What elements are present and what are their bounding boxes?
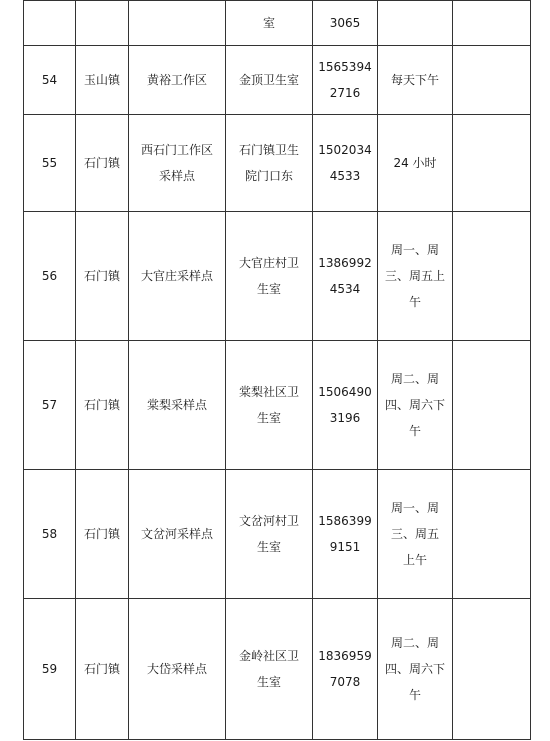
hours-text: 上午 [402,553,427,567]
hours-text: 每天下午 [390,73,439,87]
site-name: 采样点 [158,169,195,183]
cell-town [76,212,129,341]
cell-town [76,470,129,599]
cell-phone [313,1,378,46]
address-text: 生室 [256,411,281,425]
address-text: 棠梨社区卫 [238,385,299,399]
cell-site [129,341,226,470]
address-text: 金顶卫生室 [238,73,299,87]
cell-town [76,599,129,740]
phone-text: 7078 [329,675,361,689]
cell-site [129,470,226,599]
hours-text: 午 [408,295,421,309]
table-row [24,212,531,341]
site-name: 大岱采样点 [146,662,207,676]
cell-hours [378,1,453,46]
cell-phone [313,341,378,470]
cell-hours [378,115,453,212]
hours-text: 周二、周 [390,372,439,386]
cell-remark [453,212,531,341]
phone-text: 2716 [329,86,361,100]
table-row [24,341,531,470]
town-name: 石门镇 [83,398,120,412]
cell-no [24,470,76,599]
row-number: 57 [41,398,58,412]
cell-no [24,115,76,212]
site-name: 黄裕工作区 [146,73,207,87]
cell-site [129,1,226,46]
cell-site [129,599,226,740]
site-name: 棠梨采样点 [146,398,207,412]
phone-text: 1565394 [318,60,372,74]
address-text: 大官庄村卫 [238,256,299,270]
cell-remark [453,599,531,740]
hours-text: 四、周六下 [384,398,445,412]
phone-text: 3065 [329,16,361,30]
cell-remark [453,46,531,115]
phone-text: 1836959 [318,649,372,663]
cell-town [76,341,129,470]
cell-site [129,212,226,341]
cell-hours [378,599,453,740]
table-row-partial [24,1,531,46]
cell-remark [453,470,531,599]
cell-site [129,46,226,115]
phone-text: 9151 [329,540,361,554]
address-text: 院门口东 [244,169,293,183]
cell-phone [313,46,378,115]
site-name: 大官庄采样点 [140,269,213,283]
address-text: 室 [262,16,275,30]
table-row [24,46,531,115]
cell-town [76,1,129,46]
table-row [24,599,531,740]
cell-phone [313,599,378,740]
cell-hours [378,341,453,470]
cell-remark [453,115,531,212]
hours-text: 四、周六下 [384,662,445,676]
sampling-sites-table [23,0,531,740]
cell-hours [378,212,453,341]
hours-text: 周一、周 [390,243,439,257]
address-text: 生室 [256,675,281,689]
hours-text: 24 小时 [393,156,437,170]
cell-phone [313,115,378,212]
cell-address [226,599,313,740]
phone-text: 1502034 [318,143,372,157]
town-name: 石门镇 [83,156,120,170]
address-text: 石门镇卫生 [238,143,299,157]
address-text: 生室 [256,282,281,296]
hours-text: 三、周五 [390,527,439,541]
phone-text: 1506490 [318,385,372,399]
table-row [24,115,531,212]
cell-address [226,341,313,470]
address-text: 文岔河村卫 [238,514,299,528]
table-row [24,470,531,599]
row-number: 58 [41,527,58,541]
site-name: 文岔河采样点 [140,527,213,541]
cell-remark [453,1,531,46]
town-name: 石门镇 [83,527,120,541]
cell-hours [378,470,453,599]
hours-text: 周二、周 [390,636,439,650]
cell-no [24,341,76,470]
row-number: 59 [41,662,58,676]
site-name: 西石门工作区 [140,143,213,157]
town-name: 石门镇 [83,269,120,283]
town-name: 石门镇 [83,662,120,676]
hours-text: 三、周五上 [384,269,445,283]
row-number: 54 [41,73,58,87]
cell-hours [378,46,453,115]
cell-no [24,1,76,46]
cell-phone [313,470,378,599]
phone-text: 4534 [329,282,361,296]
row-number: 55 [41,156,58,170]
cell-remark [453,341,531,470]
cell-address [226,46,313,115]
address-text: 生室 [256,540,281,554]
cell-address [226,1,313,46]
cell-no [24,212,76,341]
cell-town [76,46,129,115]
cell-phone [313,212,378,341]
phone-text: 1586399 [318,514,372,528]
phone-text: 1386992 [318,256,372,270]
hours-text: 周一、周 [390,501,439,515]
cell-address [226,470,313,599]
row-number: 56 [41,269,58,283]
cell-no [24,599,76,740]
phone-text: 3196 [329,411,361,425]
cell-no [24,46,76,115]
hours-text: 午 [408,688,421,702]
cell-address [226,115,313,212]
cell-town [76,115,129,212]
cell-site [129,115,226,212]
town-name: 玉山镇 [83,73,120,87]
hours-text: 午 [408,424,421,438]
phone-text: 4533 [329,169,361,183]
cell-address [226,212,313,341]
address-text: 金岭社区卫 [238,649,299,663]
